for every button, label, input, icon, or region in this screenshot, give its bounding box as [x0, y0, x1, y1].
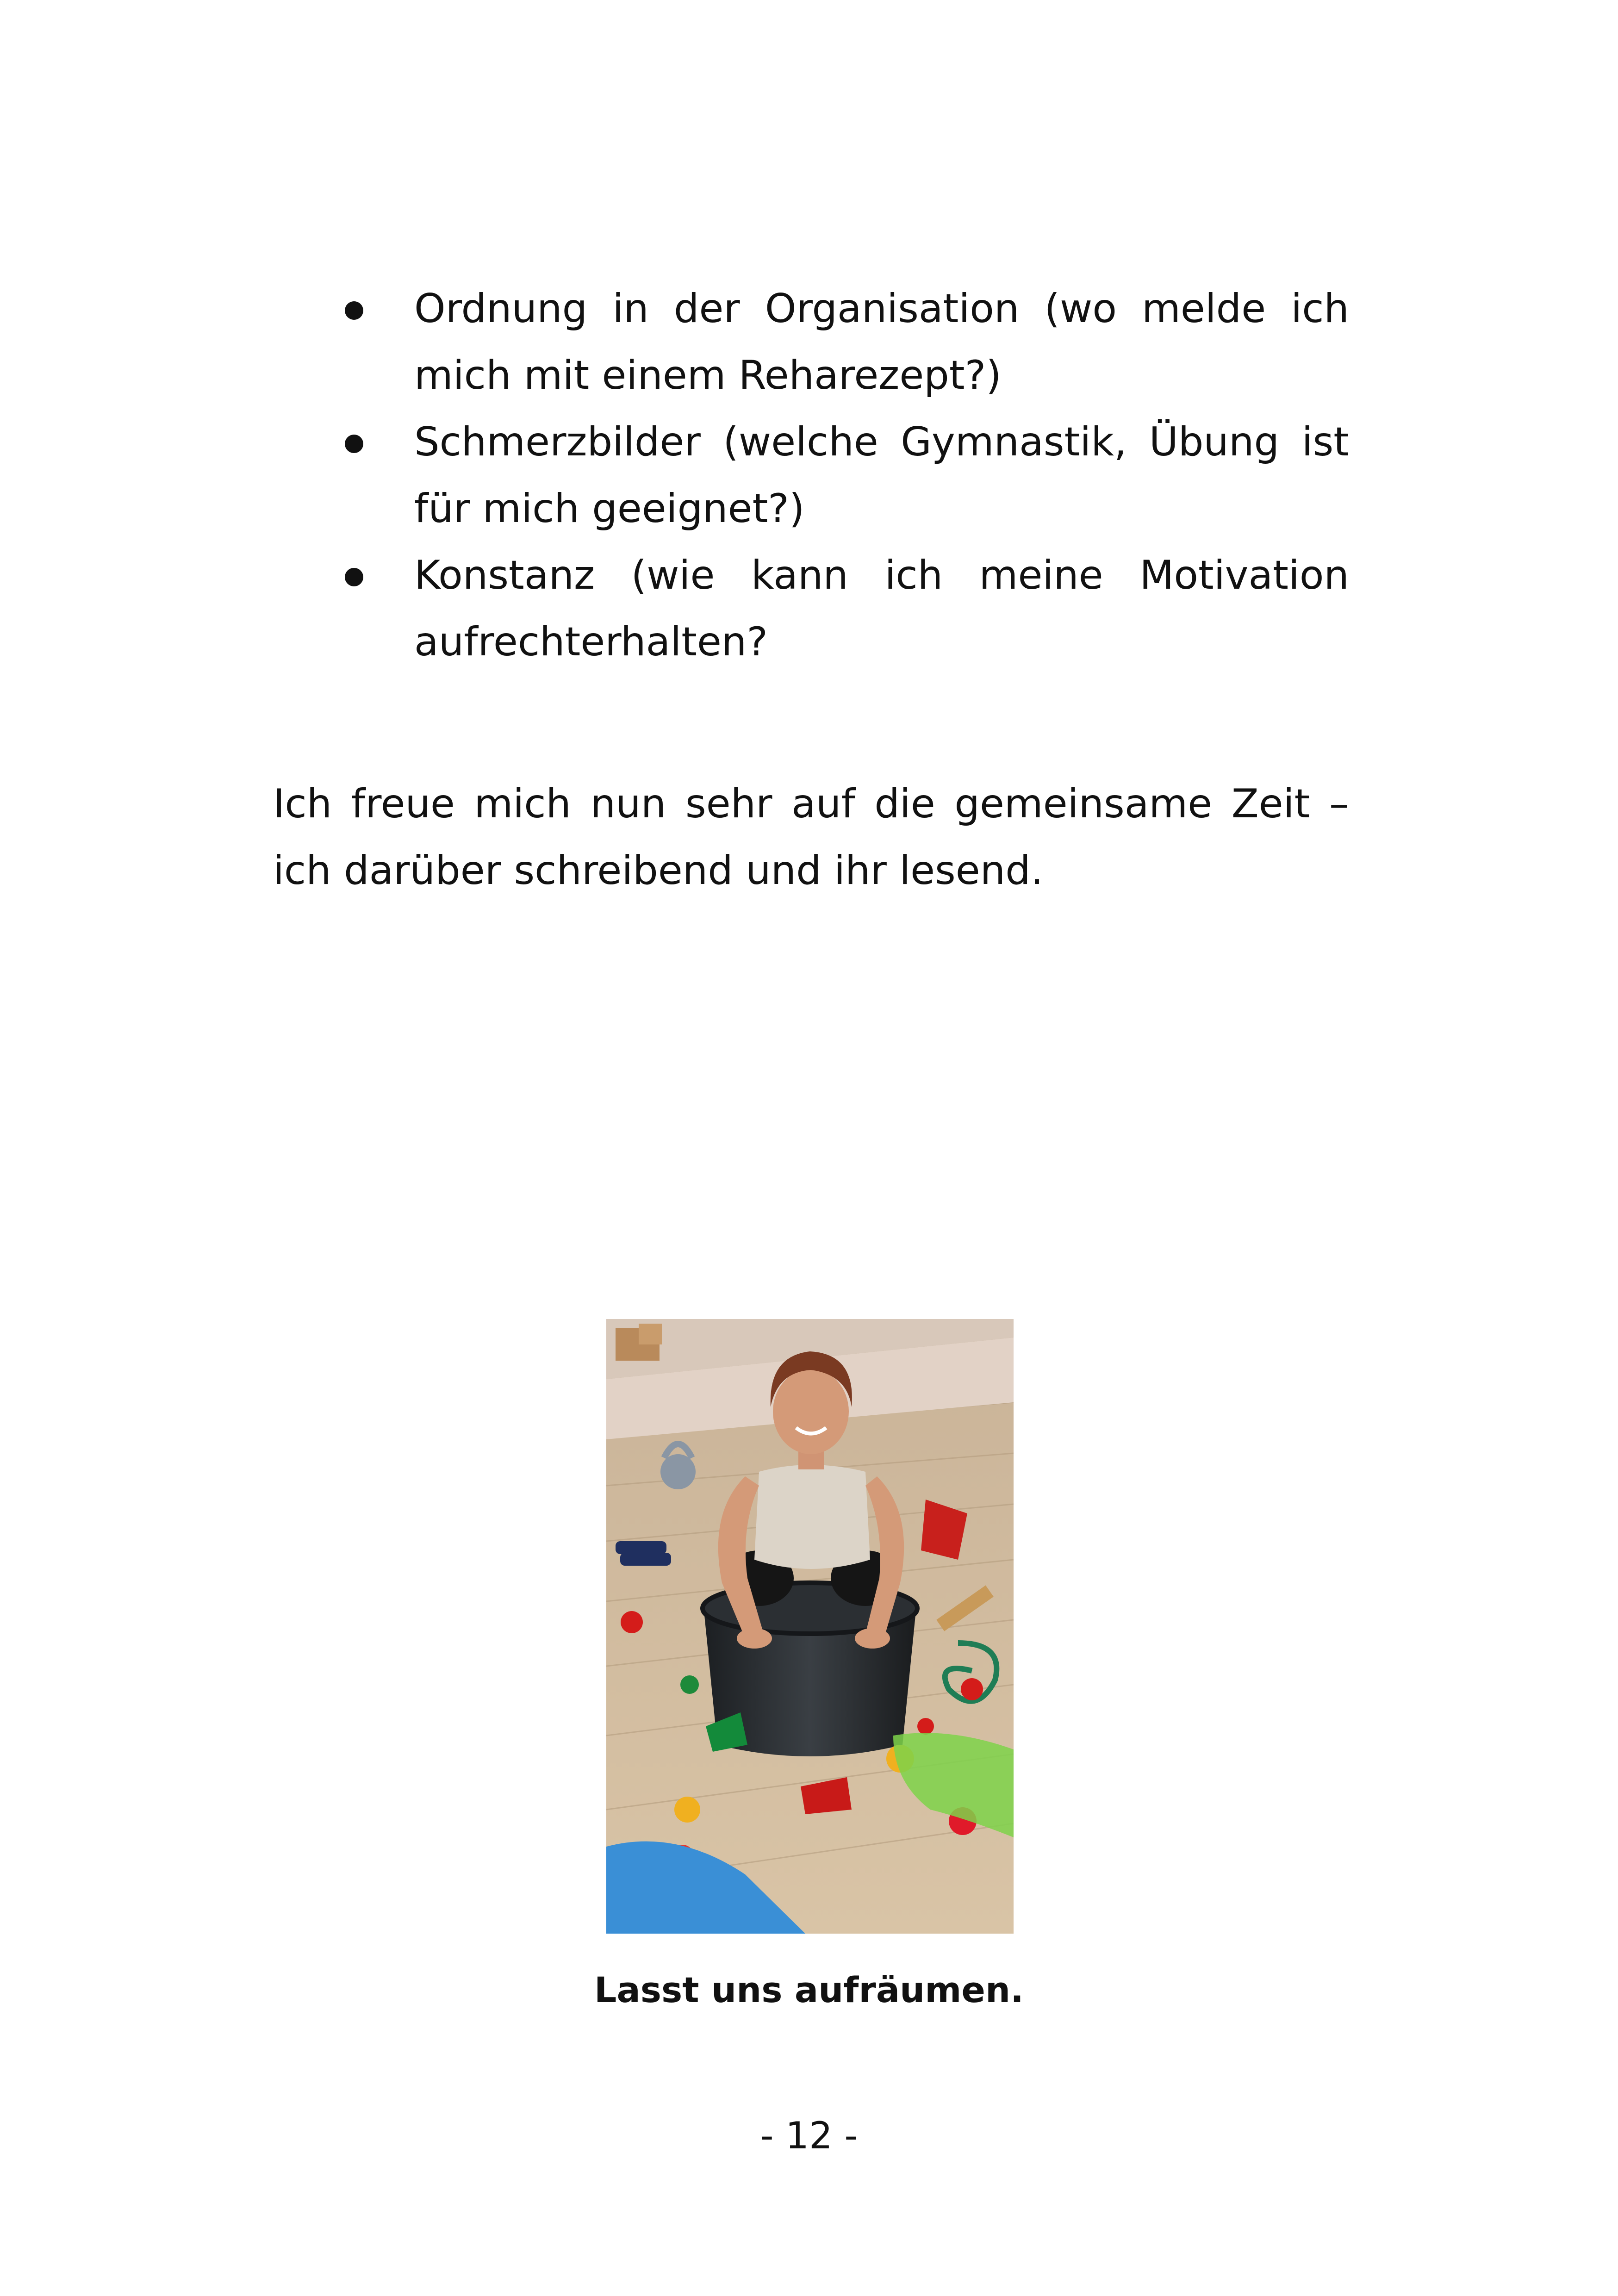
body-paragraph: Ich freue mich nun sehr auf die gemeinsame Zeit – ich darüber schreibend und ihr lesend.	[273, 781, 1349, 894]
bullet-text: Konstanz (wie kann ich meine Motivation aufrechterhalten?	[414, 552, 1349, 665]
bullet-icon	[345, 435, 363, 453]
bullet-icon	[345, 301, 363, 320]
page-number: - 12 -	[760, 2114, 858, 2157]
photo-caption: Lasst uns aufräumen.	[594, 1969, 1024, 2010]
bullet-text: Schmerzbilder (welche Gymnastik, Übung ist für mich geeignet?)	[414, 419, 1349, 532]
list-item	[340, 542, 1349, 675]
bullet-icon	[345, 568, 363, 586]
bullet-text: Ordnung in der Organisation (wo melde ich mich mit einem Reharezept?)	[414, 286, 1349, 398]
bullet-list	[340, 275, 1349, 675]
list-item	[340, 409, 1349, 542]
photo	[606, 1319, 1014, 1934]
list-item	[340, 275, 1349, 409]
